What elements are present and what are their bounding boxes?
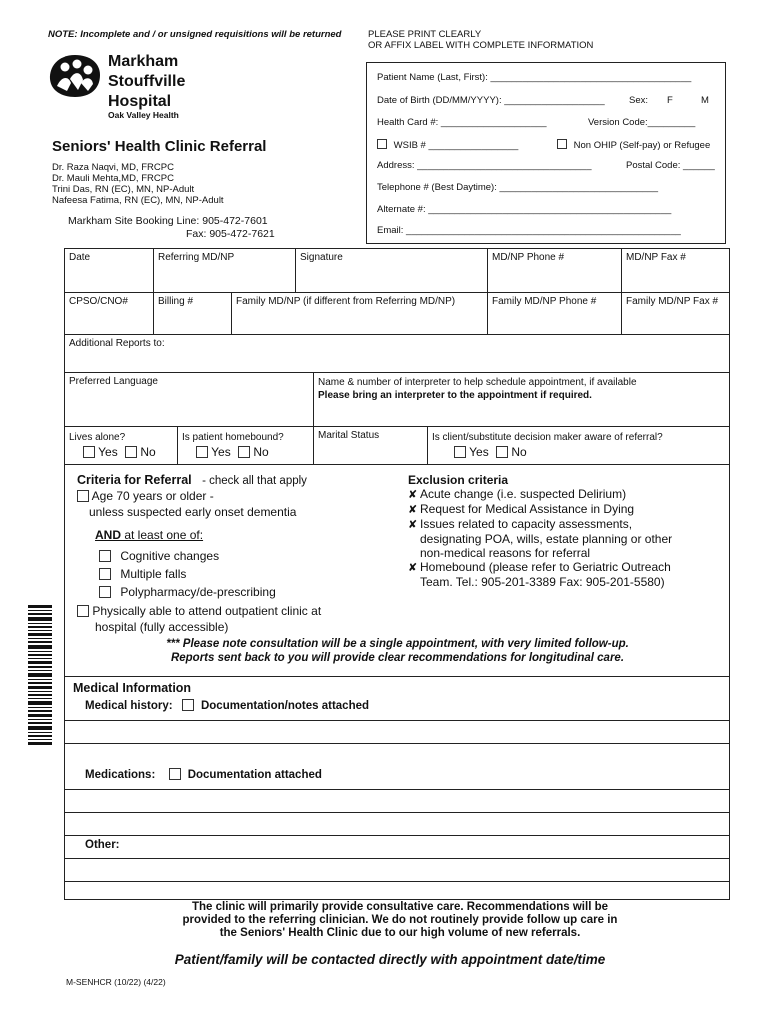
grid-row-referrer (65, 249, 729, 293)
form-code: M-SENHCR (10/22) (4/22) (66, 977, 166, 987)
staff-list: Dr. Raza Naqvi, MD, FRCPC Dr. Mauli Mehta,MD, FRCPC Trini Das, RN (EC), MN, NP-Adult Nafeesa Fatima, RN (EC), MN, NP-Adult (52, 162, 224, 206)
x-mark-icon: ✘ (408, 519, 418, 531)
email-field[interactable]: Email: ____________________________________________________ (377, 225, 681, 236)
returned-note: NOTE: Incomplete and / or unsigned requisitions will be returned (48, 29, 342, 40)
hospital-subtitle: Oak Valley Health (108, 110, 179, 120)
medical-heading: Medical Information (73, 681, 192, 695)
cpso-cell[interactable]: CPSO/CNO# (69, 296, 128, 307)
lives-alone-yes-checkbox[interactable] (83, 446, 95, 458)
hospital-name: Markham Stouffville Hospital (108, 53, 186, 110)
sex-f-option[interactable]: F (667, 95, 673, 106)
age-checkbox[interactable] (77, 490, 89, 502)
patient-info-box (366, 62, 726, 244)
falls-option[interactable]: Multiple falls (99, 565, 276, 583)
family-md-phone-cell[interactable]: Family MD/NP Phone # (487, 293, 621, 334)
address-field[interactable]: Address: _________________________________ (377, 160, 592, 171)
medications-doc-checkbox[interactable] (169, 768, 181, 780)
lives-alone-cell: Lives alone? Yes No (69, 432, 156, 459)
md-fax-cell[interactable]: MD/NP Fax # (621, 249, 730, 292)
print-clearly-note: PLEASE PRINT CLEARLY OR AFFIX LABEL WITH COMPLETE INFORMATION (368, 29, 594, 51)
referral-grid (64, 248, 730, 900)
consultative-care-note: The clinic will primarily provide consultative care. Recommendations will be provided to the referring clinician. We do not routinely provide follow up care in the Seniors' Health Clinic due to our high volume of new referrals. (182, 901, 618, 939)
criteria-heading: Criteria for Referral - check all that apply (77, 473, 307, 487)
physically-able-criterion[interactable]: Physically able to attend outpatient clinic at hospital (fully accessible) (77, 603, 321, 635)
consultation-note: *** Please note consultation will be a single appointment, with very limited follow-up. Reports sent back to you will provide clear recommendations for longitudinal care. (166, 638, 629, 664)
other-line-1[interactable] (65, 858, 729, 859)
sex-m-option[interactable]: M (701, 95, 709, 106)
family-md-fax-cell[interactable]: Family MD/NP Fax # (621, 293, 730, 334)
exclusion-block: Exclusion criteria ✘ Acute change (i.e. suspected Delirium) ✘ Request for Medical Assistance in Dying ✘ Issues related to capacity assessments, designating POA, wills, estate planning or other non-medical reasons for referral ✘ Homebound (please refer to Geriatric Outreach Team. Tel.: 905-201-3389 Fax: 905-201-5580) (408, 473, 673, 589)
marital-status-cell[interactable]: Marital Status (313, 427, 427, 464)
health-card-field[interactable]: Health Card #: ____________________ (377, 117, 547, 128)
history-doc-checkbox[interactable] (182, 699, 194, 711)
x-mark-icon: ✘ (408, 504, 418, 516)
sex-label: Sex: (629, 95, 649, 106)
grid-row-language (65, 373, 729, 427)
billing-cell[interactable]: Billing # (153, 293, 231, 334)
x-mark-icon: ✘ (408, 562, 418, 574)
medications-line-3[interactable] (65, 835, 729, 836)
md-phone-cell[interactable]: MD/NP Phone # (487, 249, 621, 292)
other-label: Other: (85, 839, 120, 851)
polypharmacy-option[interactable]: Polypharmacy/de-prescribing (99, 583, 276, 601)
criteria-options (99, 547, 276, 601)
medications-line-2[interactable] (65, 812, 729, 813)
telephone-field[interactable]: Telephone # (Best Daytime): ______________________________ (377, 182, 659, 193)
age-criterion[interactable]: Age 70 years or older - unless suspected early onset dementia (77, 488, 296, 520)
cognitive-option[interactable]: Cognitive changes (99, 547, 276, 565)
cognitive-checkbox[interactable] (99, 550, 111, 562)
non-ohip-checkbox[interactable] (557, 139, 567, 149)
criteria-section (65, 465, 729, 677)
preferred-language-cell[interactable]: Preferred Language (69, 376, 158, 387)
grid-row-living (65, 427, 729, 465)
booking-info: Markham Site Booking Line: 905-472-7601 Fax: 905-472-7621 (68, 215, 275, 240)
homebound-no-checkbox[interactable] (238, 446, 250, 458)
form-title: Seniors' Health Clinic Referral (52, 138, 267, 155)
non-ohip-option[interactable]: Non OHIP (Self-pay) or Refugee (557, 139, 710, 151)
homebound-yes-checkbox[interactable] (196, 446, 208, 458)
version-code-field[interactable]: Version Code:_________ (588, 117, 696, 128)
barcode-icon (28, 605, 52, 745)
x-mark-icon: ✘ (408, 489, 418, 501)
physically-able-checkbox[interactable] (77, 605, 89, 617)
dob-field[interactable]: Date of Birth (DD/MM/YYYY): ___________________ (377, 95, 605, 106)
history-line-1[interactable] (65, 720, 729, 721)
date-cell[interactable]: Date (69, 252, 91, 263)
medications-line-1[interactable] (65, 789, 729, 790)
signature-cell[interactable]: Signature (295, 249, 487, 292)
medical-section (65, 677, 729, 899)
history-line-2[interactable] (65, 743, 729, 744)
medical-history-row: Medical history: Documentation/notes attached (85, 700, 370, 712)
other-line-2[interactable] (65, 881, 729, 882)
interpreter-cell[interactable]: Name & number of interpreter to help schedule appointment, if available Please bring an interpreter to the appointment if required. (313, 373, 730, 426)
aware-no-checkbox[interactable] (496, 446, 508, 458)
additional-reports-cell[interactable]: Additional Reports to: (69, 338, 165, 349)
aware-yes-checkbox[interactable] (454, 446, 466, 458)
patient-name-field[interactable]: Patient Name (Last, First): ______________________________________ (377, 72, 692, 83)
referring-md-cell[interactable]: Referring MD/NP (153, 249, 295, 292)
polypharmacy-checkbox[interactable] (99, 586, 111, 598)
wsib-checkbox[interactable] (377, 139, 387, 149)
medications-row: Medications: Documentation attached (85, 769, 322, 781)
alternate-phone-field[interactable]: Alternate #: ______________________________________________ (377, 204, 672, 215)
grid-row-family-md (65, 293, 729, 335)
grid-row-additional (65, 335, 729, 373)
and-at-least-one-label: AND at least one of: (95, 528, 204, 542)
family-md-cell[interactable]: Family MD/NP (if different from Referring MD/NP) (231, 293, 487, 334)
wsib-field[interactable]: WSIB # _________________ (377, 139, 518, 151)
lives-alone-no-checkbox[interactable] (125, 446, 137, 458)
hospital-logo-icon (48, 53, 102, 99)
contact-note: Patient/family will be contacted directly with appointment date/time (174, 952, 606, 967)
postal-code-field[interactable]: Postal Code: ______ (626, 160, 715, 171)
referral-aware-cell: Is client/substitute decision maker aware of referral? Yes No (427, 427, 730, 464)
homebound-cell: Is patient homebound? Yes No (177, 427, 313, 464)
falls-checkbox[interactable] (99, 568, 111, 580)
